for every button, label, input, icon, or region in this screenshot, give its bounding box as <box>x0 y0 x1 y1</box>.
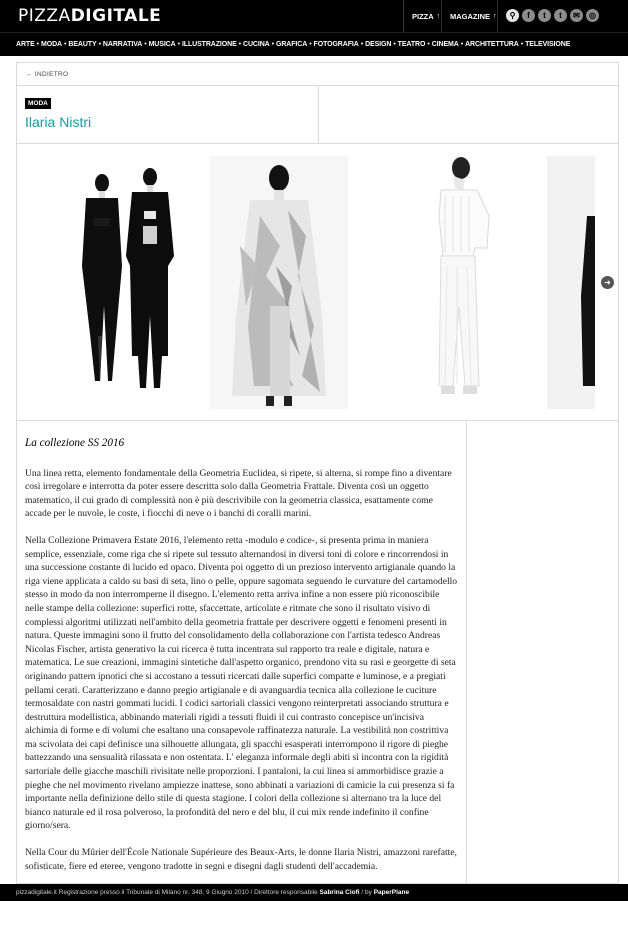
category-link-beauty[interactable]: BEAUTY <box>68 41 97 48</box>
category-link-narrativa[interactable]: NARRATIVA <box>102 41 143 48</box>
category-separator: • <box>271 41 274 48</box>
tumblr-icon[interactable]: t <box>554 9 567 22</box>
category-separator: • <box>144 41 147 48</box>
category-separator: • <box>238 41 242 48</box>
category-separator: • <box>36 41 40 48</box>
category-separator: • <box>393 41 396 48</box>
instagram-icon[interactable]: ◎ <box>586 9 599 22</box>
category-link-televisione[interactable]: TELEVISIONE <box>525 41 571 48</box>
footer-agency-link[interactable]: PaperPlane <box>373 889 410 896</box>
site-logo[interactable]: PIZZADIGITALE <box>18 6 162 26</box>
category-tag[interactable]: MODA <box>25 98 51 109</box>
category-link-architettura[interactable]: ARCHITETTURA <box>465 41 519 48</box>
category-link-musica[interactable]: MUSICA <box>148 41 176 48</box>
social-links <box>506 9 599 22</box>
article-body <box>25 437 459 886</box>
back-row <box>17 63 618 86</box>
article-paragraph: Nella Cour du Mûrier dell'École Nationale Supérieure des Beaux-Arts, le donne Ilaria Nistri, amazzoni rarefatte, sofisticate, fiere ed eteree, vengono tradotte in segni e disegni dagli studenti dell'accademia. <box>25 847 457 872</box>
category-link-cinema[interactable]: CINEMA <box>431 41 459 48</box>
gallery-photo <box>64 156 208 409</box>
category-separator: • <box>64 41 67 48</box>
facebook-icon[interactable]: f <box>522 9 535 22</box>
article-paragraph: Nella Collezione Primavera Estate 2016, l'elemento retta -modulo e codice-, si presenta prima in maniera semplice, essenziale, come riga che si ripete sul tessuto alternandosi in diversi toni di colore e rincorrendosi in una successione costante di lucido ed opaco. Diventa poi oggetto di un prezioso intervento artigianale quando la riga viene applicata a caldo su basi di seta, lino o pelle, oppure sagomata seguendo le curvature del cartamodello stesso in modo da non interromperne il disegno. L'elemento retta arriva infine a non essere più riconoscibile nelle stampe della collezione: superfici rotte, sfaccettate, articolate e ritmate che sono il risultato visivo di complessi algoritmi utilizzati nell'ambito della geometria frattale per descrivere oggetti e fenomeni presenti in natura. Queste immagini sono il frutto del consolidamento della collaborazione con l'artista tedesco Andreas Nicolas Fischer, artista generativo la cui ricerca è tutta incentrata sul rapporto tra reale e digitale, natura e matematica. Le sue creazioni, immagini sintetiche dall'aspetto organico, prendono vita su rasi e georgette di seta originando pattern ipnotici che si accostano a tessuti ricercati dalle superfici compatte e luminose, e a pregiati pellami cerati. Caratterizzano e danno pregio artigianale e di avanguardia tecnica alla collezione le cuciture termosaldate con nastri gommati lucidi. I codici sartoriali classici vengono reinterpretati associando struttura e destruttura modellistica, abbinando materiali rigidi a tessuti fluidi il cui contrasto concepisce un'incisiva alchimia di forme e di volumi che esaltano una consapevole raffinatezza naturale. La vestibilità non costrittiva ma scivolata dei capi definisce una silhouette allungata, gli spacchi esasperati interrompono il rigore di pieghe battezzando una sensualità rilassata e non ostentata. L' eleganza informale degli abiti si incontra con la rigidità sartoriale delle giacche maschili rivisitate nelle proporzioni. I pantaloni, la cui linea si ammorbidisce grazie a pieghe che nel movimento rivelano ampiezze inattese, sono abbinati a variazioni di camicie la cui presenza si fa importante nella definizione dello stile di questa stagione. I colori della collezione si alternano tra la luce del bianco naturale ed il rosa polveroso, la profondità del nero e del blu, il cui mix rende indefinito il confine giorno/sera. <box>25 534 458 832</box>
gallery-photo <box>547 156 595 409</box>
gallery-photo <box>349 156 547 409</box>
content-frame <box>16 62 619 884</box>
page-title: Ilaria Nistri <box>25 114 92 130</box>
gallery-photo <box>210 156 348 409</box>
category-link-teatro[interactable]: TEATRO <box>397 41 426 48</box>
category-separator: • <box>520 41 524 48</box>
article-subtitle: La collezione SS 2016 <box>25 437 125 449</box>
footer <box>0 884 628 901</box>
article-paragraph: Una linea retta, elemento fondamentale della Geometria Euclidea, si ripete, si alterna, si rompe fino a diventare così irregolare e interrotta da poter essere descritta solo dalla Geometria Frattale. Diventa così un oggetto matematico, il cui grado di complessità non è più descrivibile con la geometria classica, esattamente come accade per le nuvole, le coste, i fiocchi di neve o i banchi di coralli marini. <box>25 467 452 520</box>
email-icon[interactable]: ✉ <box>570 9 583 22</box>
back-link[interactable]: ← INDIETRO <box>26 71 69 78</box>
menu-pizza-label: PIZZA <box>412 11 434 21</box>
category-link-illustrazione[interactable]: ILLUSTRAZIONE <box>181 41 237 48</box>
category-separator: • <box>98 41 101 48</box>
twitter-icon[interactable]: t <box>538 9 551 22</box>
search-icon[interactable]: ⚲ <box>506 9 519 22</box>
category-separator: • <box>360 41 364 48</box>
category-separator: • <box>460 41 464 48</box>
category-separator: • <box>309 41 312 48</box>
category-link-moda[interactable]: MODA <box>41 41 63 48</box>
category-link-fotografia[interactable]: FOTOGRAFIA <box>313 41 359 48</box>
footer-by: / by <box>359 889 374 896</box>
footer-text: pizzadigitale.it Registrazione presso il Tribunale di Milano nr. 348, 9 Giugno 2010 / Direttore responsabile <box>16 889 320 896</box>
top-bar <box>0 0 628 32</box>
category-link-grafica[interactable]: GRAFICA <box>276 41 308 48</box>
title-cell <box>17 86 319 143</box>
category-link-cucina[interactable]: CUCINA <box>243 41 270 48</box>
menu-magazine-label: MAGAZINE <box>450 11 490 21</box>
footer-director-link[interactable]: Sabrina Ciofi <box>319 889 360 896</box>
article <box>17 421 467 883</box>
arrow-up-icon: ↑ <box>493 12 497 20</box>
category-nav <box>16 41 570 48</box>
category-separator: • <box>177 41 180 48</box>
gallery-next-button[interactable]: ➜ <box>601 276 614 289</box>
category-link-design[interactable]: DESIGN <box>365 41 392 48</box>
title-row <box>17 86 618 144</box>
menu-magazine[interactable] <box>441 0 498 32</box>
category-link-arte[interactable]: ARTE <box>16 41 35 48</box>
arrow-up-icon: ↑ <box>436 12 441 20</box>
photo-gallery <box>17 145 618 421</box>
category-bar <box>0 32 628 56</box>
category-separator: • <box>427 41 430 48</box>
